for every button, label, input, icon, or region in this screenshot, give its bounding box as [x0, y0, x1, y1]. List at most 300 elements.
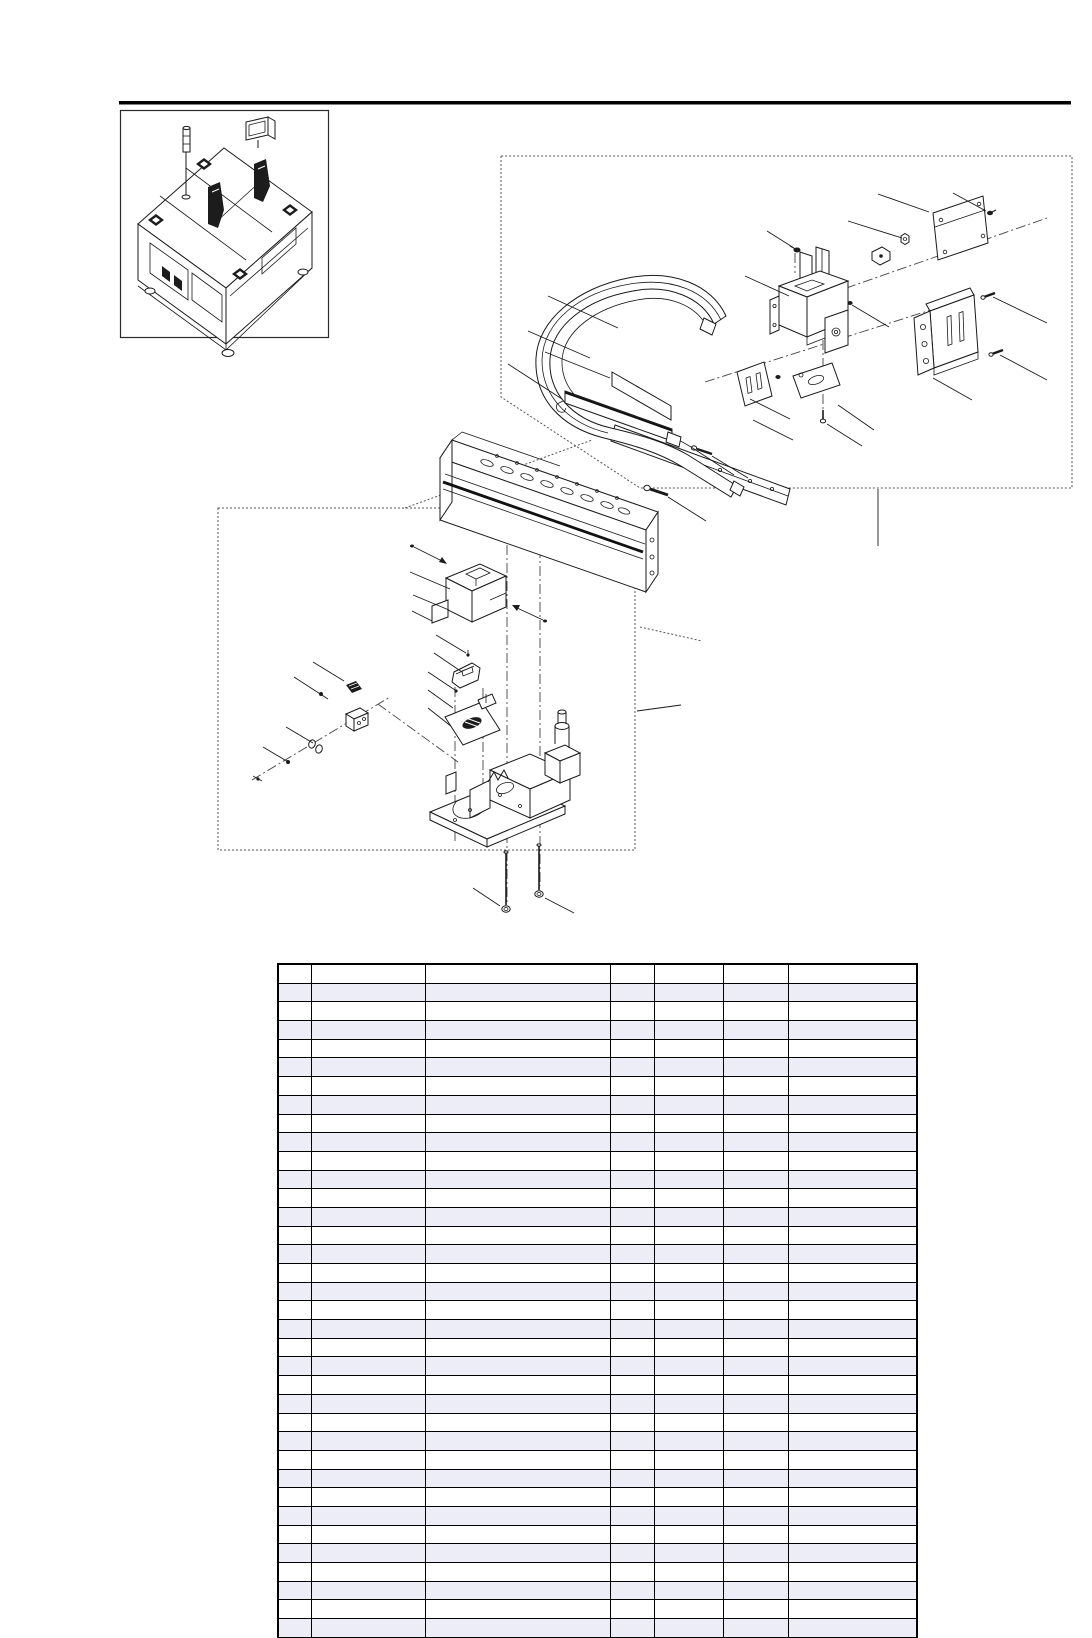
table-cell: [723, 1450, 788, 1469]
table-cell: [311, 1544, 425, 1563]
table-cell: [654, 1264, 723, 1283]
table-cell: [311, 1039, 425, 1058]
table-cell: [654, 1357, 723, 1376]
table-row: [278, 1581, 917, 1600]
table-cell: [610, 1469, 654, 1488]
table-cell: [723, 1021, 788, 1040]
table-row: [278, 1413, 917, 1432]
table-cell: [278, 1394, 311, 1413]
table-cell: [311, 1394, 425, 1413]
table-cell: [610, 1264, 654, 1283]
table-cell: [278, 1469, 311, 1488]
table-cell: [654, 1488, 723, 1507]
table-cell: [278, 1039, 311, 1058]
table-cell: [654, 1506, 723, 1525]
table-cell: [311, 1563, 425, 1582]
flat-plate-oval-hole: [793, 363, 874, 430]
table-cell: [278, 1170, 311, 1189]
table-cell: [654, 1432, 723, 1451]
table-cell: [425, 1189, 610, 1208]
table-cell: [610, 1002, 654, 1021]
table-cell: [425, 1151, 610, 1170]
table-cell: [788, 1282, 917, 1301]
table-cell: [425, 1394, 610, 1413]
table-cell: [425, 1226, 610, 1245]
table-cell: [654, 1600, 723, 1619]
table-cell: [311, 1114, 425, 1133]
table-cell: [425, 1264, 610, 1283]
table-cell: [654, 1039, 723, 1058]
table-cell: [723, 1170, 788, 1189]
shoulder-screw-pair: [473, 844, 574, 913]
table-cell: [425, 1207, 610, 1226]
table-cell: [654, 1581, 723, 1600]
table-cell: [425, 1488, 610, 1507]
table-cell: [610, 1039, 654, 1058]
table-row: [278, 1619, 917, 1638]
table-row: [278, 1207, 917, 1226]
table-cell: [654, 1114, 723, 1133]
table-cell: [654, 1450, 723, 1469]
table-cell: [723, 1002, 788, 1021]
dowel-pin: [820, 410, 862, 446]
table-cell: [723, 1039, 788, 1058]
table-cell: [788, 1320, 917, 1339]
table-cell: [788, 1264, 917, 1283]
table-header-cell: [425, 964, 610, 983]
table-cell: [723, 1189, 788, 1208]
table-cell: [311, 1338, 425, 1357]
table-cell: [654, 1525, 723, 1544]
table-cell: [610, 1413, 654, 1432]
table-cell: [311, 1432, 425, 1451]
table-cell: [788, 1039, 917, 1058]
table-cell: [278, 1077, 311, 1096]
table-row: [278, 1394, 917, 1413]
screw-icon: [847, 301, 889, 327]
table-cell: [425, 1282, 610, 1301]
table-cell: [278, 1189, 311, 1208]
table-cell: [654, 1077, 723, 1096]
table-cell: [425, 1469, 610, 1488]
table-cell: [425, 1544, 610, 1563]
table-cell: [425, 1525, 610, 1544]
stopper-block: [410, 545, 547, 624]
table-cell: [654, 1058, 723, 1077]
slotted-plate: [737, 362, 793, 440]
table-cell: [788, 1114, 917, 1133]
table-cell: [788, 1077, 917, 1096]
table-cell: [311, 1058, 425, 1077]
table-cell: [610, 1207, 654, 1226]
table-cell: [278, 1619, 311, 1638]
table-cell: [610, 1133, 654, 1152]
table-cell: [311, 1320, 425, 1339]
table-cell: [788, 1338, 917, 1357]
table-cell: [278, 1413, 311, 1432]
projection-line: [640, 627, 702, 641]
table-cell: [654, 1133, 723, 1152]
table-cell: [278, 1151, 311, 1170]
screw-icon: [981, 293, 1047, 380]
table-cell: [723, 1357, 788, 1376]
table-cell: [311, 1488, 425, 1507]
table-cell: [278, 1544, 311, 1563]
table-row: [278, 1450, 917, 1469]
table-cell: [610, 1245, 654, 1264]
table-cell: [788, 1301, 917, 1320]
table-cell: [610, 1376, 654, 1395]
table-cell: [278, 1450, 311, 1469]
table-cell: [723, 1413, 788, 1432]
table-cell: [788, 1525, 917, 1544]
table-header-cell: [788, 964, 917, 983]
table-row: [278, 1114, 917, 1133]
table-cell: [610, 1432, 654, 1451]
table-cell: [311, 1170, 425, 1189]
table-cell: [723, 1226, 788, 1245]
table-row: [278, 1189, 917, 1208]
table-header-cell: [311, 964, 425, 983]
table-cell: [425, 1002, 610, 1021]
table-cell: [723, 1320, 788, 1339]
table-cell: [788, 1600, 917, 1619]
table-cell: [788, 1413, 917, 1432]
table-cell: [311, 1021, 425, 1040]
table-header-row: [278, 964, 917, 983]
table-cell: [425, 1506, 610, 1525]
table-cell: [654, 1469, 723, 1488]
table-cell: [311, 1245, 425, 1264]
table-cell: [723, 1338, 788, 1357]
table-cell: [610, 1226, 654, 1245]
table-row: [278, 1432, 917, 1451]
table-cell: [723, 1376, 788, 1395]
table-cell: [425, 1245, 610, 1264]
table-cell: [610, 1600, 654, 1619]
table-row: [278, 1077, 917, 1096]
table-cell: [723, 1563, 788, 1582]
table-cell: [654, 1619, 723, 1638]
table-cell: [311, 1450, 425, 1469]
table-cell: [723, 1600, 788, 1619]
table-cell: [723, 1525, 788, 1544]
table-row: [278, 983, 917, 1002]
table-cell: [311, 1376, 425, 1395]
table-row: [278, 1133, 917, 1152]
table-cell: [278, 1245, 311, 1264]
table-cell: [278, 1207, 311, 1226]
table-cell: [723, 1207, 788, 1226]
table-cell: [788, 1357, 917, 1376]
table-cell: [654, 1320, 723, 1339]
table-cell: [610, 1095, 654, 1114]
table-cell: [788, 983, 917, 1002]
table-cell: [278, 1301, 311, 1320]
table-row: [278, 1170, 917, 1189]
table-row: [278, 1357, 917, 1376]
table-cell: [788, 1619, 917, 1638]
table-cell: [278, 1058, 311, 1077]
u-channel-bracket: [914, 288, 978, 400]
table-cell: [610, 1301, 654, 1320]
table-cell: [610, 983, 654, 1002]
table-cell: [610, 1320, 654, 1339]
table-cell: [311, 1581, 425, 1600]
header-rule: [119, 101, 1071, 105]
table-cell: [788, 1506, 917, 1525]
table-cell: [788, 1581, 917, 1600]
table-cell: [278, 1338, 311, 1357]
table-cell: [723, 1095, 788, 1114]
table-cell: [610, 1563, 654, 1582]
table-header-cell: [278, 964, 311, 983]
table-cell: [788, 1544, 917, 1563]
table-cell: [311, 1095, 425, 1114]
table-cell: [610, 1525, 654, 1544]
table-cell: [723, 1151, 788, 1170]
table-cell: [654, 1376, 723, 1395]
table-row: [278, 1039, 917, 1058]
table-cell: [723, 1488, 788, 1507]
table-cell: [723, 1245, 788, 1264]
table-cell: [425, 1450, 610, 1469]
table-cell: [610, 1619, 654, 1638]
table-cell: [311, 1600, 425, 1619]
table-cell: [654, 1002, 723, 1021]
table-cell: [278, 1581, 311, 1600]
table-cell: [425, 1600, 610, 1619]
table-cell: [788, 1450, 917, 1469]
table-cell: [788, 1245, 917, 1264]
table-row: [278, 1488, 917, 1507]
table-cell: [278, 1488, 311, 1507]
table-cell: [278, 1357, 311, 1376]
table-cell: [311, 1133, 425, 1152]
table-cell: [278, 1114, 311, 1133]
table-row: [278, 1226, 917, 1245]
table-cell: [278, 1320, 311, 1339]
parts-table: [277, 963, 918, 1638]
table-cell: [654, 1282, 723, 1301]
table-row: [278, 1301, 917, 1320]
table-cell: [610, 1021, 654, 1040]
slide-plate: [445, 694, 500, 745]
table-cell: [278, 1095, 311, 1114]
table-cell: [654, 1170, 723, 1189]
table-cell: [723, 1301, 788, 1320]
table-cell: [654, 1021, 723, 1040]
table-cell: [723, 1581, 788, 1600]
table-cell: [311, 1189, 425, 1208]
table-cell: [311, 1226, 425, 1245]
table-cell: [723, 1619, 788, 1638]
table-cell: [788, 1488, 917, 1507]
table-cell: [311, 1264, 425, 1283]
table-cell: [425, 1301, 610, 1320]
table-cell: [723, 1544, 788, 1563]
parts-table-container: [277, 963, 918, 1638]
table-cell: [654, 1207, 723, 1226]
table-cell: [788, 1170, 917, 1189]
table-cell: [723, 1394, 788, 1413]
table-cell: [278, 983, 311, 1002]
table-header-cell: [723, 964, 788, 983]
table-cell: [425, 1021, 610, 1040]
table-row: [278, 1525, 917, 1544]
table-cell: [788, 1376, 917, 1395]
table-cell: [311, 1282, 425, 1301]
table-cell: [610, 1488, 654, 1507]
table-cell: [610, 1338, 654, 1357]
table-cell: [654, 1245, 723, 1264]
table-cell: [425, 1058, 610, 1077]
table-cell: [788, 1563, 917, 1582]
table-cell: [425, 1338, 610, 1357]
machine-overview-inset: [121, 111, 329, 357]
table-cell: [311, 1357, 425, 1376]
table-cell: [654, 1095, 723, 1114]
table-cell: [425, 1432, 610, 1451]
table-row: [278, 1264, 917, 1283]
table-cell: [654, 1394, 723, 1413]
table-row: [278, 1021, 917, 1040]
table-cell: [311, 1469, 425, 1488]
table-cell: [278, 1432, 311, 1451]
table-cell: [788, 1432, 917, 1451]
table-header-cell: [654, 964, 723, 983]
table-cell: [278, 1264, 311, 1283]
table-cell: [723, 1506, 788, 1525]
table-cell: [610, 1189, 654, 1208]
table-cell: [610, 1450, 654, 1469]
table-cell: [654, 1338, 723, 1357]
table-cell: [654, 1544, 723, 1563]
table-cell: [788, 1021, 917, 1040]
table-cell: [723, 1058, 788, 1077]
table-cell: [610, 1151, 654, 1170]
cable-clamp: [872, 247, 890, 265]
table-cell: [654, 1226, 723, 1245]
table-cell: [654, 1413, 723, 1432]
table-cell: [425, 1039, 610, 1058]
corner-bracket: [745, 247, 848, 353]
table-cell: [788, 1002, 917, 1021]
table-cell: [610, 1058, 654, 1077]
table-header-cell: [610, 964, 654, 983]
table-row: [278, 1245, 917, 1264]
table-cell: [610, 1357, 654, 1376]
region-pointer-line: [637, 705, 681, 711]
table-cell: [654, 1151, 723, 1170]
table-row: [278, 1095, 917, 1114]
table-cell: [425, 1114, 610, 1133]
table-cell: [278, 1282, 311, 1301]
screw-icon: [767, 231, 801, 253]
table-cell: [610, 1581, 654, 1600]
table-row: [278, 1600, 917, 1619]
table-cell: [311, 1207, 425, 1226]
table-cell: [723, 1133, 788, 1152]
table-cell: [788, 1394, 917, 1413]
table-cell: [425, 1095, 610, 1114]
table-row: [278, 1544, 917, 1563]
table-cell: [610, 1170, 654, 1189]
table-row: [278, 1338, 917, 1357]
table-cell: [788, 1207, 917, 1226]
table-cell: [311, 983, 425, 1002]
table-cell: [788, 1226, 917, 1245]
table-cell: [788, 1151, 917, 1170]
table-cell: [425, 1170, 610, 1189]
table-row: [278, 1002, 917, 1021]
table-cell: [723, 1077, 788, 1096]
sensor-cylinder-assembly: [545, 710, 580, 783]
table-row: [278, 1320, 917, 1339]
table-cell: [278, 1376, 311, 1395]
table-cell: [610, 1506, 654, 1525]
table-cell: [311, 1413, 425, 1432]
table-row: [278, 1282, 917, 1301]
table-cell: [425, 1357, 610, 1376]
table-cell: [654, 1301, 723, 1320]
table-cell: [311, 1077, 425, 1096]
cover-plate-upper-right: [878, 193, 996, 260]
table-cell: [311, 1506, 425, 1525]
table-cell: [311, 1525, 425, 1544]
table-cell: [425, 1581, 610, 1600]
table-cell: [723, 1432, 788, 1451]
table-cell: [425, 1619, 610, 1638]
table-cell: [788, 1058, 917, 1077]
table-cell: [425, 1413, 610, 1432]
table-cell: [788, 1095, 917, 1114]
table-cell: [788, 1133, 917, 1152]
table-cell: [723, 1114, 788, 1133]
mini-bracket-group: [253, 662, 368, 781]
table-cell: [610, 1544, 654, 1563]
table-cell: [278, 1506, 311, 1525]
table-cell: [278, 1600, 311, 1619]
table-cell: [788, 1189, 917, 1208]
table-cell: [425, 1563, 610, 1582]
table-cell: [311, 1619, 425, 1638]
table-cell: [278, 1563, 311, 1582]
table-cell: [610, 1282, 654, 1301]
table-cell: [654, 983, 723, 1002]
table-cell: [788, 1469, 917, 1488]
table-cell: [278, 1021, 311, 1040]
table-cell: [723, 1469, 788, 1488]
table-cell: [425, 1133, 610, 1152]
table-cell: [723, 1264, 788, 1283]
table-cell: [654, 1189, 723, 1208]
table-cell: [425, 1320, 610, 1339]
table-row: [278, 1506, 917, 1525]
table-cell: [610, 1077, 654, 1096]
table-cell: [610, 1114, 654, 1133]
sensor-chip-icon: [346, 681, 362, 693]
table-cell: [425, 1077, 610, 1096]
table-cell: [278, 1226, 311, 1245]
lower-housing-assembly: [430, 710, 580, 847]
table-cell: [425, 1376, 610, 1395]
table-cell: [654, 1563, 723, 1582]
table-cell: [723, 1282, 788, 1301]
table-row: [278, 1151, 917, 1170]
table-row: [278, 1058, 917, 1077]
table-cell: [311, 1301, 425, 1320]
